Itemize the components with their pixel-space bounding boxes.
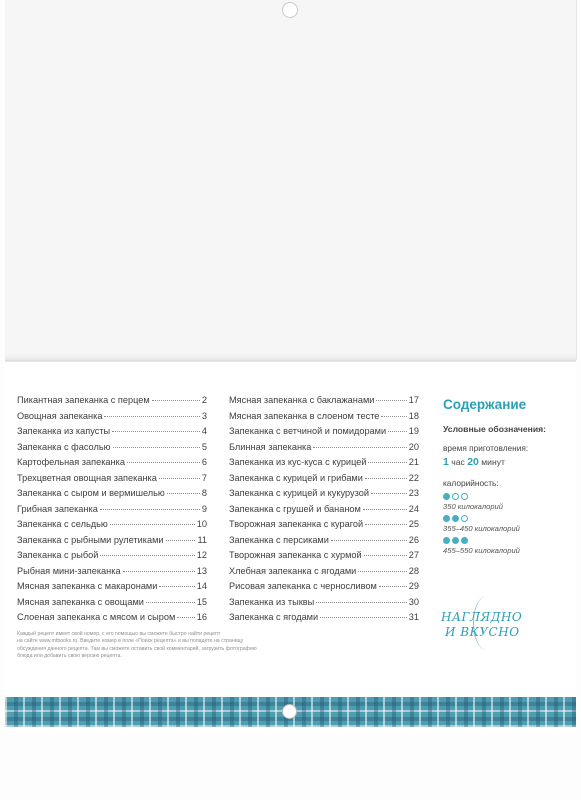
calorie-dot (461, 493, 468, 500)
dot-leader (365, 523, 407, 525)
toc-entry (229, 612, 419, 628)
toc-entry (17, 519, 207, 535)
calorie-dots-icon (443, 493, 573, 500)
footnote-line: Каждый рецепт имеет свой номер, с его помощью вы сможете быстро найти рецепт (17, 631, 221, 637)
dot-leader (152, 399, 200, 401)
dot-leader (331, 539, 407, 541)
toc-entry-title: Мясная запеканка с овощами (17, 596, 144, 607)
toc-entry-title: Запеканка с сельдью (17, 519, 108, 529)
toc-entry (17, 535, 207, 551)
toc-entry-page: 4 (201, 426, 207, 436)
toc-entry-page: 9 (201, 503, 207, 514)
toc-entry (229, 473, 419, 489)
toc-entry (229, 395, 419, 411)
toc-entry (229, 597, 419, 613)
toc-entry-page: 18 (408, 410, 419, 421)
toc-entry-title: Запеканка с рыбой (17, 550, 99, 560)
toc-entry (17, 597, 207, 613)
dot-leader (313, 446, 406, 448)
toc-entry-title: Запеканка с курицей и кукурузой (229, 488, 369, 498)
toc-entry-page: 3 (201, 410, 207, 421)
dot-leader (358, 570, 407, 572)
dot-leader (167, 492, 200, 494)
toc-entry-page: 27 (408, 550, 419, 560)
toc-entry-title: Запеканка из кус-куса с курицей (229, 457, 367, 467)
ribbon-hole (282, 704, 297, 719)
toc-entry (17, 457, 207, 473)
calorie-dot (452, 515, 459, 522)
toc-entry (17, 395, 207, 411)
dot-leader (177, 616, 195, 618)
dot-leader (365, 477, 407, 479)
dot-leader (320, 616, 407, 618)
calorie-dot (443, 515, 450, 522)
dot-leader (100, 508, 200, 510)
dot-leader (363, 508, 407, 510)
toc-entry-title: Рыбная мини-запеканка (17, 565, 121, 576)
dot-leader (100, 554, 194, 556)
toc-entry-page: 28 (408, 565, 419, 576)
footnote-line: блюда или добавить свою версию рецепта. (17, 652, 122, 659)
time-hours-unit: час (451, 457, 465, 467)
toc-entry-page: 6 (201, 457, 207, 467)
time-minutes: 20 (467, 456, 479, 468)
dot-leader (379, 585, 407, 587)
dot-leader (110, 523, 195, 525)
toc-entry-page: 13 (196, 565, 207, 576)
calorie-dot (443, 493, 450, 500)
dot-leader (388, 430, 407, 432)
time-minutes-unit: минут (481, 457, 505, 467)
toc-entry (17, 411, 207, 427)
toc-entry (17, 581, 207, 597)
toc-entry-page: 24 (408, 503, 419, 514)
toc-entry-title: Грибная запеканка (17, 503, 98, 514)
toc-entry (17, 566, 207, 582)
toc-entry (229, 535, 419, 551)
toc-entry-page: 20 (408, 441, 419, 452)
dot-leader (371, 492, 407, 494)
toc-entry (229, 581, 419, 597)
toc-entry-title: Мясная запеканка в слоеном тесте (229, 410, 380, 421)
toc-entry (229, 457, 419, 473)
calorie-dot (461, 537, 468, 544)
calorie-dot (461, 515, 468, 522)
footnote-line: на сайте www.mtbooks.ru. Введите номер в поле «Поиск рецепта» и вы попадете на страницу (17, 638, 244, 645)
dot-leader (166, 539, 196, 541)
toc-entry-page: 12 (196, 550, 207, 560)
toc-entry-title: Творожная запеканка с хурмой (229, 550, 362, 560)
dot-leader (112, 430, 200, 432)
toc-entry-page: 22 (408, 472, 419, 483)
toc-entry-page: 25 (408, 519, 419, 529)
dot-leader (368, 461, 406, 463)
toc-entry-page: 30 (408, 596, 419, 607)
calorie-dot (452, 537, 459, 544)
toc-entry (229, 550, 419, 566)
toc-entry-title: Запеканка с рыбными рулетиками (17, 534, 164, 545)
dot-leader (381, 415, 406, 417)
toc-entry (17, 488, 207, 504)
toc-entry-page: 31 (408, 612, 419, 622)
logo-line-1: НАГЛЯДНО (441, 610, 523, 624)
toc-entry (17, 426, 207, 442)
dot-leader (376, 399, 406, 401)
toc-column-right (229, 395, 419, 628)
dot-leader (127, 461, 200, 463)
footnote-line: обсуждения данного рецепта. Там вы сможете оставить свой комментарий, загрузить фотографию (17, 645, 257, 652)
calorie-dot (443, 537, 450, 544)
toc-entry (229, 426, 419, 442)
toc-entry-page: 11 (197, 534, 207, 545)
toc-entry-title: Слоеная запеканка с мясом и сыром (17, 612, 176, 622)
dot-leader (146, 601, 195, 603)
toc-entry (17, 504, 207, 520)
dot-leader (159, 477, 200, 479)
toc-entry-page: 7 (201, 472, 207, 483)
dot-leader (316, 601, 407, 603)
toc-entry-title: Запеканка с ветчиной и помидорами (229, 426, 387, 436)
toc-entry-page: 5 (201, 441, 207, 452)
calorie-dot (452, 493, 459, 500)
toc-entry-page: 29 (408, 581, 419, 591)
toc-entry-title: Трехцветная овощная запеканка (17, 472, 157, 483)
toc-entry-page: 15 (196, 596, 207, 607)
toc-entry-page: 17 (408, 395, 419, 405)
time-hours: 1 (443, 456, 449, 468)
toc-entry-title: Запеканка с грушей и бананом (229, 503, 361, 514)
time-value (443, 456, 573, 468)
calories-label: калорийность: (443, 478, 499, 488)
calorie-dots-icon (443, 537, 573, 544)
toc-entry (17, 612, 207, 628)
calorie-level-text: 355–450 килокалорий (443, 524, 520, 533)
toc-entry-page: 8 (201, 488, 207, 498)
toc-entry (229, 488, 419, 504)
calorie-level-text: 455–550 килокалорий (443, 546, 520, 555)
toc-entry-title: Запеканка из тыквы (229, 596, 315, 607)
toc-entry-page: 14 (196, 581, 207, 591)
toc-entry-title: Запеканка из капусты (17, 426, 111, 436)
calorie-level (443, 515, 573, 533)
toc-entry-page: 26 (408, 534, 419, 545)
dot-leader (123, 570, 195, 572)
toc-entry-title: Мясная запеканка с макаронами (17, 581, 158, 591)
toc-entry-page: 21 (408, 457, 419, 467)
brand-logo (439, 596, 553, 650)
toc-entry-title: Пикантная запеканка с перцем (17, 395, 150, 405)
dot-leader (104, 415, 199, 417)
page-title: Содержание (443, 397, 527, 412)
dot-leader (364, 554, 407, 556)
toc-entry-title: Блинная запеканка (229, 441, 312, 452)
toc-entry-title: Хлебная запеканка с ягодами (229, 565, 357, 576)
calorie-levels (443, 493, 573, 555)
toc-column-left (17, 395, 207, 628)
toc-entry-title: Творожная запеканка с курагой (229, 519, 364, 529)
calorie-level (443, 493, 573, 511)
toc-entry-title: Запеканка с курицей и грибами (229, 472, 363, 483)
logo-line-2: И ВКУСНО (445, 625, 520, 639)
upper-calendar-sheet (5, 0, 577, 360)
toc-entry-title: Мясная запеканка с баклажанами (229, 395, 375, 405)
toc-entry-page: 2 (201, 395, 207, 405)
toc-entry (17, 442, 207, 458)
toc-entry-page: 23 (408, 488, 419, 498)
toc-entry-page: 19 (408, 426, 419, 436)
toc-entry (229, 566, 419, 582)
dot-leader (113, 446, 200, 448)
calorie-dots-icon (443, 515, 573, 522)
toc-entry-page: 16 (196, 612, 207, 622)
toc-entry-page: 10 (196, 519, 207, 529)
toc-entry (229, 442, 419, 458)
toc-entry-title: Овощная запеканка (17, 410, 103, 421)
time-label: время приготовления: (443, 443, 529, 453)
toc-entry (229, 519, 419, 535)
toc-entry-title: Запеканка с фасолью (17, 441, 111, 452)
hang-hole (282, 2, 298, 18)
dot-leader (159, 585, 194, 587)
legend (443, 423, 573, 555)
toc-entry-title: Запеканка с сыром и вермишелью (17, 488, 165, 498)
toc-entry (229, 411, 419, 427)
legend-title: Условные обозначения: (443, 424, 546, 434)
toc-entry-title: Запеканка с ягодами (229, 612, 319, 622)
footnote (17, 631, 407, 660)
toc-entry (229, 504, 419, 520)
toc-entry (17, 473, 207, 489)
calorie-level-text: 350 килокалорий (443, 502, 503, 511)
toc-entry-title: Запеканка с персиками (229, 534, 329, 545)
toc-entry (17, 550, 207, 566)
calorie-level (443, 537, 573, 555)
toc-entry-title: Рисовая запеканка с черносливом (229, 581, 377, 591)
toc-entry-title: Картофельная запеканка (17, 457, 125, 467)
